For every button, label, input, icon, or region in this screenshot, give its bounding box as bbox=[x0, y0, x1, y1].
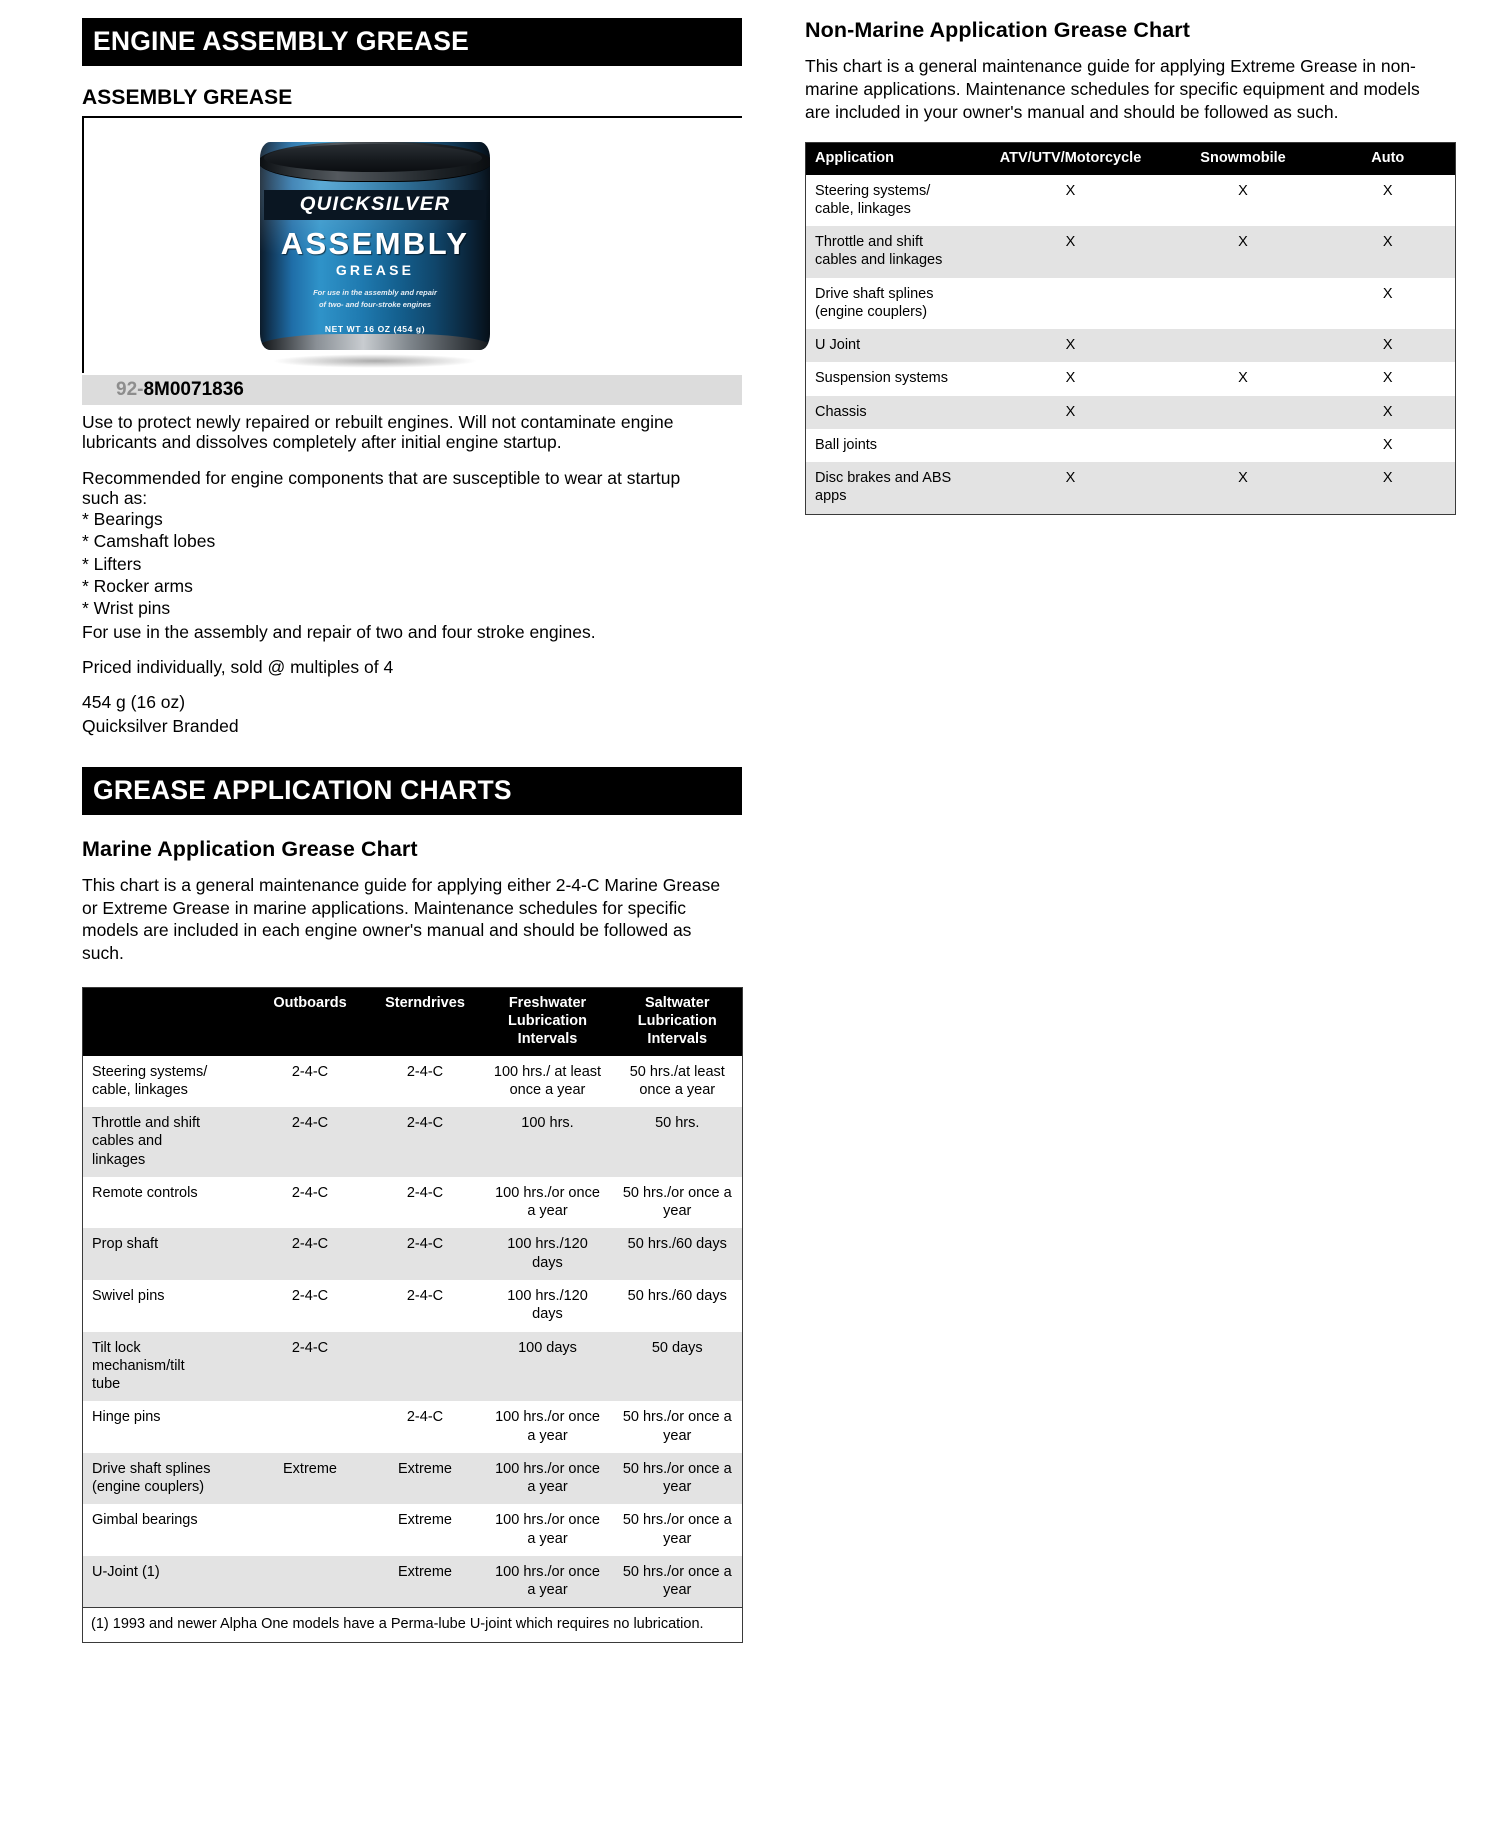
table-row bbox=[806, 226, 1456, 278]
nonmarine-row-application bbox=[806, 362, 976, 395]
nonmarine-cell-auto: X bbox=[1321, 462, 1456, 514]
table-row bbox=[806, 429, 1456, 462]
table-header-row bbox=[806, 143, 1456, 175]
can-title-line2: GREASE bbox=[335, 261, 415, 278]
marine-cell-freshwater: 100 hrs./120 days bbox=[507, 1288, 588, 1323]
marine-cell-outboards: 2-4-C bbox=[253, 1332, 368, 1402]
nonmarine-cell-snowmobile: X bbox=[1238, 182, 1248, 199]
nonmarine-row-application bbox=[806, 396, 976, 429]
cell-line: Throttle and shift bbox=[92, 1115, 200, 1132]
bullet-item: * Wrist pins bbox=[82, 597, 171, 618]
nonmarine-chart-title: Non-Marine Application Grease Chart bbox=[805, 18, 1190, 42]
marine-cell-sterndrives: 2-4-C bbox=[368, 1107, 483, 1177]
cell-line: Steering systems/ bbox=[92, 1063, 208, 1080]
bullet-item: * Camshaft lobes bbox=[82, 531, 216, 552]
marine-cell-sterndrives: Extreme bbox=[368, 1556, 483, 1608]
cell-line: apps bbox=[815, 488, 847, 505]
nonmarine-cell-auto: X bbox=[1382, 285, 1393, 302]
marine-cell-saltwater: 50 hrs./60 days bbox=[627, 1288, 727, 1304]
marine-row-application bbox=[83, 1177, 253, 1229]
bullet-item: * Lifters bbox=[82, 553, 142, 574]
cell-line: Swivel pins bbox=[92, 1288, 165, 1304]
marine-cell-freshwater: 100 days bbox=[483, 1332, 613, 1402]
marine-cell-freshwater: 100 hrs./ at least once a year bbox=[493, 1063, 602, 1098]
marine-cell-saltwater: 50 days bbox=[613, 1332, 743, 1402]
cell-line: Gimbal bearings bbox=[92, 1512, 198, 1529]
table-row bbox=[83, 1453, 743, 1505]
nonmarine-row-application bbox=[806, 226, 976, 278]
left-column bbox=[82, 18, 742, 1643]
marine-row-application bbox=[83, 1107, 253, 1177]
marine-cell-saltwater: 50 hrs./or once a year bbox=[613, 1556, 743, 1608]
nonmarine-cell-atv: X bbox=[1065, 182, 1076, 199]
can-description-line2: of two- and four-stroke engines bbox=[318, 299, 432, 309]
cell-line: Drive shaft splines bbox=[92, 1460, 211, 1477]
marine-cell-freshwater: 100 hrs./or once a year bbox=[495, 1184, 600, 1220]
nonmarine-col-auto: Auto bbox=[1321, 143, 1456, 175]
nonmarine-application-grease-table bbox=[805, 142, 1456, 514]
nonmarine-col-application: Application bbox=[806, 143, 976, 175]
nonmarine-row-application bbox=[806, 429, 976, 462]
nonmarine-cell-snowmobile bbox=[1166, 396, 1321, 429]
nonmarine-cell-atv bbox=[976, 278, 1166, 330]
table-row bbox=[83, 1177, 743, 1229]
marine-row-application bbox=[83, 1556, 253, 1608]
marine-cell-freshwater: 100 hrs./or once a year bbox=[483, 1556, 613, 1608]
header-line: Freshwater bbox=[508, 994, 587, 1011]
marine-cell-saltwater: 50 hrs. bbox=[613, 1107, 743, 1177]
nonmarine-chart-intro: This chart is a general maintenance guide for applying Extreme Grease in non-marine applications. Maintenance schedules for specific equipment and models are included in your owner's manual and should be followed as such. bbox=[805, 56, 1420, 122]
table-row bbox=[83, 1107, 743, 1177]
nonmarine-cell-snowmobile bbox=[1166, 278, 1321, 330]
marine-row-application bbox=[83, 1056, 253, 1108]
part-number-prefix: 92- bbox=[116, 378, 144, 400]
can-lid-top bbox=[264, 144, 482, 172]
cell-line: Chassis bbox=[815, 403, 867, 420]
nonmarine-cell-snowmobile bbox=[1166, 329, 1321, 362]
product-photo bbox=[260, 124, 490, 364]
can-bottom-rim bbox=[260, 334, 490, 350]
cell-line: Prop shaft bbox=[92, 1236, 159, 1253]
use-line: For use in the assembly and repair of two and four stroke engines. bbox=[82, 622, 596, 643]
marine-cell-saltwater: 50 hrs./or once a year bbox=[622, 1512, 732, 1547]
marine-application-grease-table bbox=[82, 987, 743, 1643]
cell-line: Steering systems/ bbox=[815, 182, 931, 199]
marine-cell-sterndrives: Extreme bbox=[398, 1512, 452, 1529]
paragraph-spacer bbox=[82, 452, 742, 468]
product-subheading: ASSEMBLY GREASE bbox=[82, 85, 293, 109]
cell-line: (engine couplers) bbox=[815, 303, 928, 320]
cell-line: U Joint bbox=[815, 337, 861, 354]
nonmarine-row-application bbox=[806, 329, 976, 362]
marine-col-saltwater bbox=[613, 987, 743, 1055]
nonmarine-cell-atv: X bbox=[976, 462, 1166, 514]
marine-cell-outboards bbox=[253, 1504, 368, 1556]
header-line: Intervals bbox=[647, 1031, 708, 1048]
marine-cell-freshwater: 100 hrs./or once a year bbox=[495, 1409, 600, 1444]
marine-row-application bbox=[83, 1280, 253, 1332]
marine-cell-sterndrives: Extreme bbox=[368, 1453, 483, 1505]
cell-line: Throttle and shift bbox=[815, 234, 923, 251]
marine-cell-freshwater: 100 hrs./120 days bbox=[483, 1228, 613, 1280]
marine-cell-freshwater: 100 hrs./or once a year bbox=[483, 1453, 613, 1505]
cell-line: Disc brakes and ABS bbox=[815, 470, 952, 487]
cell-line: cable, linkages bbox=[815, 200, 911, 217]
nonmarine-row-application bbox=[806, 175, 976, 227]
cell-line: cable, linkages bbox=[92, 1081, 188, 1098]
cell-line: cables and bbox=[92, 1133, 163, 1150]
nonmarine-cell-auto: X bbox=[1382, 436, 1393, 453]
nonmarine-cell-atv: X bbox=[976, 329, 1166, 362]
table-row bbox=[83, 1504, 743, 1556]
nonmarine-cell-atv: X bbox=[976, 226, 1166, 278]
table-row bbox=[806, 362, 1456, 395]
can-net-weight: NET WT 16 OZ (454 g) bbox=[324, 323, 426, 334]
part-number-bar bbox=[82, 375, 742, 405]
pricing-line: Priced individually, sold @ multiples of 4 bbox=[82, 657, 394, 678]
nonmarine-cell-snowmobile: X bbox=[1166, 226, 1321, 278]
marine-row-application bbox=[83, 1332, 253, 1402]
product-description: Use to protect newly repaired or rebuilt engines. Will not contaminate engine lubricants and dissolves completely after initial engine startup. bbox=[82, 411, 674, 452]
marine-cell-outboards bbox=[253, 1556, 368, 1608]
nonmarine-cell-snowmobile bbox=[1166, 429, 1321, 462]
cell-line: Tilt lock bbox=[92, 1339, 141, 1356]
right-column bbox=[805, 18, 1455, 515]
table-row bbox=[83, 1280, 743, 1332]
marine-row-application bbox=[83, 1453, 253, 1505]
section-banner-grease-application-charts: GREASE APPLICATION CHARTS bbox=[82, 767, 742, 815]
marine-cell-outboards: Extreme bbox=[253, 1453, 368, 1505]
nonmarine-cell-snowmobile: X bbox=[1238, 370, 1248, 387]
cell-line: Suspension systems bbox=[815, 370, 948, 387]
cell-line: tube bbox=[92, 1376, 121, 1393]
cell-line: linkages bbox=[92, 1151, 146, 1168]
marine-cell-saltwater: 50 hrs./or once a year bbox=[613, 1453, 743, 1505]
marine-col-outboards: Outboards bbox=[253, 987, 368, 1055]
marine-cell-sterndrives: 2-4-C bbox=[406, 1184, 444, 1201]
marine-cell-sterndrives: 2-4-C bbox=[368, 1228, 483, 1280]
table-row bbox=[806, 329, 1456, 362]
marine-col-sterndrives: Sterndrives bbox=[368, 987, 483, 1055]
marine-table-footnote: (1) 1993 and newer Alpha One models have a Perma-lube U-joint which requires no lubrication. bbox=[83, 1608, 743, 1642]
table-row bbox=[83, 1401, 743, 1453]
cell-line: cables and linkages bbox=[815, 252, 943, 269]
marine-col-application bbox=[83, 987, 253, 1055]
table-row bbox=[83, 1056, 743, 1108]
product-shadow bbox=[272, 354, 478, 368]
marine-col-freshwater bbox=[483, 987, 613, 1055]
table-row bbox=[806, 175, 1456, 227]
nonmarine-row-application bbox=[806, 278, 976, 330]
can-title-line1: ASSEMBLY bbox=[280, 225, 470, 261]
header-line: Lubrication bbox=[508, 1013, 587, 1030]
nonmarine-cell-auto: X bbox=[1321, 396, 1456, 429]
marine-cell-outboards: 2-4-C bbox=[291, 1184, 329, 1201]
bullet-item: * Bearings bbox=[82, 509, 163, 530]
table-header-row bbox=[83, 987, 743, 1055]
nonmarine-cell-auto: X bbox=[1382, 370, 1393, 387]
can-lid bbox=[260, 142, 490, 182]
grease-can bbox=[260, 142, 490, 350]
component-bullet-list bbox=[82, 508, 742, 619]
can-description-line1: For use in the assembly and repair bbox=[313, 287, 437, 297]
nonmarine-col-snowmobile: Snowmobile bbox=[1166, 143, 1321, 175]
marine-cell-outboards: 2-4-C bbox=[253, 1107, 368, 1177]
marine-cell-outboards: 2-4-C bbox=[291, 1288, 329, 1304]
cell-line: U-Joint (1) bbox=[92, 1563, 160, 1580]
marine-cell-sterndrives: 2-4-C bbox=[406, 1063, 444, 1080]
can-brand-bar bbox=[264, 190, 486, 220]
cell-line: Hinge pins bbox=[92, 1409, 161, 1426]
marine-cell-saltwater: 50 hrs./or once a year bbox=[622, 1184, 732, 1220]
marine-cell-outboards bbox=[253, 1401, 368, 1453]
cell-line: mechanism/tilt bbox=[92, 1357, 185, 1374]
cell-line: Drive shaft splines bbox=[815, 285, 934, 302]
marine-cell-sterndrives: 2-4-C bbox=[406, 1288, 444, 1304]
cell-line: Ball joints bbox=[815, 436, 878, 453]
table-row bbox=[83, 1228, 743, 1280]
table-row bbox=[83, 1556, 743, 1608]
marine-row-application bbox=[83, 1401, 253, 1453]
marine-cell-sterndrives bbox=[368, 1332, 483, 1402]
nonmarine-cell-auto: X bbox=[1382, 182, 1393, 199]
section-banner-engine-assembly-grease: ENGINE ASSEMBLY GREASE bbox=[82, 18, 742, 66]
header-line: Intervals bbox=[517, 1031, 578, 1048]
marine-chart-intro: This chart is a general maintenance guide for applying either 2-4-C Marine Grease or Extreme Grease in marine applications. Maintenance schedules for specific models are included in each engine owner's manual and should be followed as such. bbox=[82, 874, 721, 964]
marine-cell-saltwater: 50 hrs./or once a year bbox=[622, 1409, 732, 1444]
brand-line: Quicksilver Branded bbox=[82, 716, 239, 737]
product-image-block bbox=[82, 118, 742, 373]
table-row bbox=[806, 462, 1456, 514]
marine-cell-outboards: 2-4-C bbox=[291, 1063, 329, 1080]
marine-cell-freshwater: 100 hrs. bbox=[483, 1107, 613, 1177]
marine-cell-sterndrives: 2-4-C bbox=[406, 1409, 444, 1426]
marine-chart-title: Marine Application Grease Chart bbox=[82, 836, 418, 861]
part-number-value: 8M0071836 bbox=[143, 378, 244, 400]
cell-line: (engine couplers) bbox=[92, 1479, 205, 1496]
header-line: Saltwater bbox=[645, 994, 710, 1011]
table-row bbox=[806, 278, 1456, 330]
table-footnote-row bbox=[83, 1608, 743, 1642]
bullet-item: * Rocker arms bbox=[82, 575, 193, 596]
nonmarine-col-atv: ATV/UTV/Motorcycle bbox=[976, 143, 1166, 175]
cell-line: Remote controls bbox=[92, 1184, 198, 1201]
size-line: 454 g (16 oz) bbox=[82, 692, 186, 713]
nonmarine-cell-auto: X bbox=[1321, 329, 1456, 362]
marine-cell-saltwater: 50 hrs./60 days bbox=[613, 1228, 743, 1280]
nonmarine-cell-atv: X bbox=[1065, 370, 1076, 387]
marine-row-application bbox=[83, 1228, 253, 1280]
nonmarine-row-application bbox=[806, 462, 976, 514]
nonmarine-cell-atv bbox=[976, 429, 1166, 462]
nonmarine-cell-auto: X bbox=[1321, 226, 1456, 278]
nonmarine-cell-snowmobile: X bbox=[1166, 462, 1321, 514]
recommended-intro: Recommended for engine components that are susceptible to wear at startup such as: bbox=[82, 467, 681, 508]
table-row bbox=[806, 396, 1456, 429]
can-brand-text: QUICKSILVER bbox=[299, 193, 451, 215]
table-row bbox=[83, 1332, 743, 1402]
marine-cell-freshwater: 100 hrs./or once a year bbox=[495, 1512, 600, 1547]
marine-cell-outboards: 2-4-C bbox=[253, 1228, 368, 1280]
marine-cell-saltwater: 50 hrs./at least once a year bbox=[629, 1063, 725, 1098]
header-line: Lubrication bbox=[637, 1013, 717, 1030]
nonmarine-cell-atv: X bbox=[976, 396, 1166, 429]
marine-row-application bbox=[83, 1504, 253, 1556]
